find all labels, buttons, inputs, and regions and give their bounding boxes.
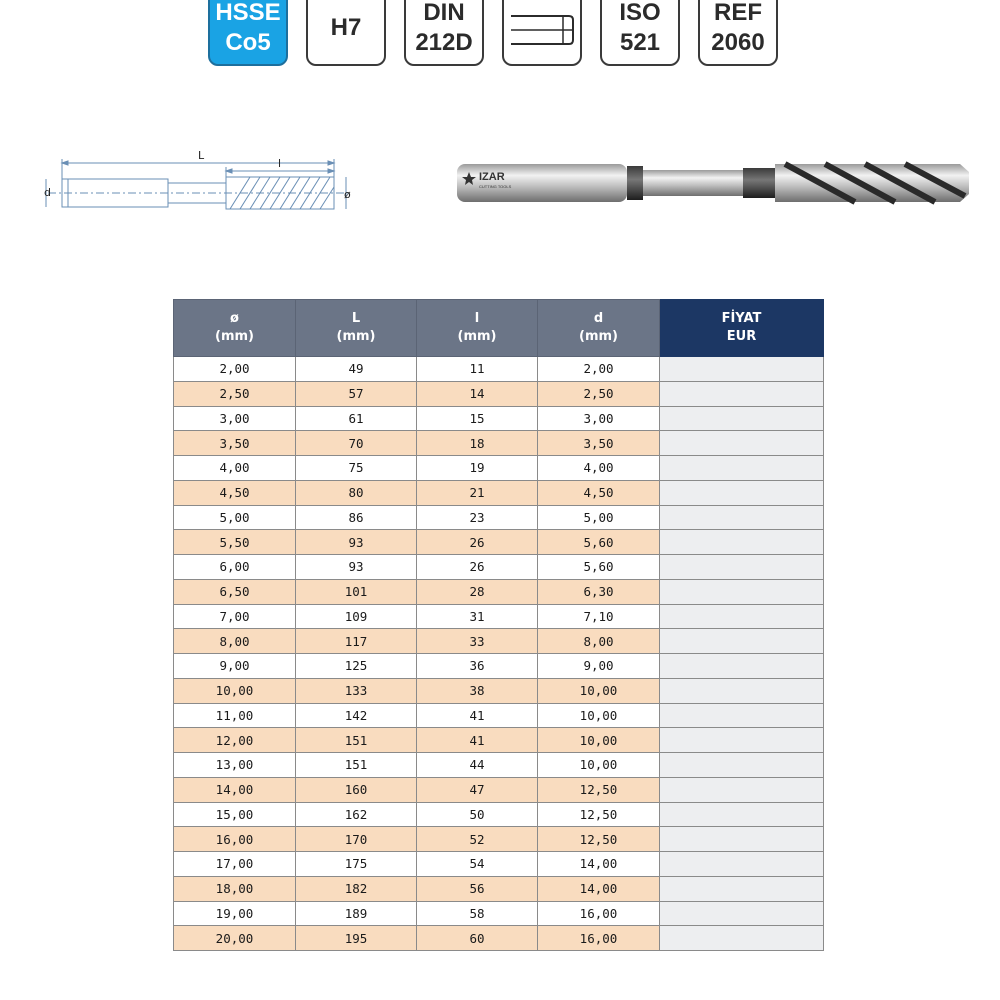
dim-L-label: L bbox=[198, 149, 205, 162]
table-row bbox=[174, 381, 824, 406]
cell-price bbox=[660, 926, 824, 951]
cell-price bbox=[660, 728, 824, 753]
cell-shank-diameter: 5,60 bbox=[538, 555, 660, 580]
cell-diameter: 7,00 bbox=[174, 604, 296, 629]
table-row bbox=[174, 876, 824, 901]
cell-diameter: 8,00 bbox=[174, 629, 296, 654]
cell-price bbox=[660, 357, 824, 382]
badge-line: DIN bbox=[423, 0, 465, 26]
cell-flute-length: 44 bbox=[417, 753, 538, 778]
cell-price bbox=[660, 629, 824, 654]
cell-shank-diameter: 6,30 bbox=[538, 579, 660, 604]
cell-diameter: 13,00 bbox=[174, 753, 296, 778]
badge-line: HSSE bbox=[215, 0, 281, 26]
table-row bbox=[174, 703, 824, 728]
cell-diameter: 6,50 bbox=[174, 579, 296, 604]
cell-price bbox=[660, 876, 824, 901]
cell-flute-length: 41 bbox=[417, 728, 538, 753]
header-bottom: EUR bbox=[726, 329, 757, 344]
cell-shank-diameter: 5,00 bbox=[538, 505, 660, 530]
cell-flute-length: 50 bbox=[417, 802, 538, 827]
cell-diameter: 19,00 bbox=[174, 901, 296, 926]
table-row bbox=[174, 678, 824, 703]
badge-line: Co5 bbox=[225, 29, 271, 56]
cell-price bbox=[660, 456, 824, 481]
cell-flute-length: 15 bbox=[417, 406, 538, 431]
header-top: FİYAT bbox=[721, 311, 762, 326]
cell-flute-length: 31 bbox=[417, 604, 538, 629]
cell-length: 189 bbox=[296, 901, 417, 926]
cell-length: 109 bbox=[296, 604, 417, 629]
table-row bbox=[174, 357, 824, 382]
dim-l-label: l bbox=[278, 157, 282, 170]
dim-d-label: d bbox=[44, 186, 51, 199]
cell-flute-length: 58 bbox=[417, 901, 538, 926]
table-row bbox=[174, 456, 824, 481]
header-length bbox=[296, 300, 417, 357]
cell-diameter: 14,00 bbox=[174, 777, 296, 802]
header-top: l bbox=[474, 311, 480, 326]
cell-shank-diameter: 5,60 bbox=[538, 530, 660, 555]
cell-flute-length: 21 bbox=[417, 480, 538, 505]
cell-diameter: 9,00 bbox=[174, 654, 296, 679]
cell-price bbox=[660, 852, 824, 877]
table-row bbox=[174, 728, 824, 753]
cell-price bbox=[660, 530, 824, 555]
cell-flute-length: 28 bbox=[417, 579, 538, 604]
cell-shank-diameter: 16,00 bbox=[538, 901, 660, 926]
header-top: L bbox=[351, 311, 361, 326]
cell-price bbox=[660, 431, 824, 456]
cell-diameter: 4,00 bbox=[174, 456, 296, 481]
badge-line: 2060 bbox=[711, 29, 765, 56]
cell-length: 75 bbox=[296, 456, 417, 481]
cell-shank-diameter: 10,00 bbox=[538, 728, 660, 753]
cell-flute-length: 18 bbox=[417, 431, 538, 456]
shank-badge bbox=[502, 0, 582, 66]
header-bottom: (mm) bbox=[336, 329, 376, 344]
header-price bbox=[660, 300, 824, 357]
dim-o-label: ø bbox=[344, 188, 351, 201]
cell-flute-length: 41 bbox=[417, 703, 538, 728]
table-row bbox=[174, 827, 824, 852]
cell-price bbox=[660, 827, 824, 852]
cylindrical-shank-icon bbox=[509, 8, 575, 48]
cell-length: 80 bbox=[296, 480, 417, 505]
badge-line: H7 bbox=[330, 14, 362, 41]
cell-flute-length: 54 bbox=[417, 852, 538, 877]
cell-length: 61 bbox=[296, 406, 417, 431]
cell-shank-diameter: 4,00 bbox=[538, 456, 660, 481]
cell-length: 151 bbox=[296, 753, 417, 778]
cell-shank-diameter: 12,50 bbox=[538, 827, 660, 852]
cell-flute-length: 26 bbox=[417, 530, 538, 555]
cell-shank-diameter: 16,00 bbox=[538, 926, 660, 951]
cell-flute-length: 60 bbox=[417, 926, 538, 951]
iso-badge bbox=[600, 0, 680, 66]
cell-shank-diameter: 10,00 bbox=[538, 753, 660, 778]
table-row bbox=[174, 505, 824, 530]
cell-diameter: 5,00 bbox=[174, 505, 296, 530]
header-top: ø bbox=[230, 311, 239, 326]
cell-flute-length: 14 bbox=[417, 381, 538, 406]
cell-shank-diameter: 14,00 bbox=[538, 876, 660, 901]
table-row bbox=[174, 431, 824, 456]
header-bottom: (mm) bbox=[215, 329, 254, 344]
cell-diameter: 10,00 bbox=[174, 678, 296, 703]
cell-shank-diameter: 14,00 bbox=[538, 852, 660, 877]
table-row bbox=[174, 406, 824, 431]
cell-price bbox=[660, 381, 824, 406]
reamer-spec-table bbox=[173, 299, 824, 951]
cell-diameter: 3,00 bbox=[174, 406, 296, 431]
table-row bbox=[174, 901, 824, 926]
badge-line: REF bbox=[714, 0, 762, 26]
cell-length: 170 bbox=[296, 827, 417, 852]
cell-diameter: 20,00 bbox=[174, 926, 296, 951]
cell-diameter: 5,50 bbox=[174, 530, 296, 555]
header-diameter bbox=[174, 300, 296, 357]
material-badge bbox=[208, 0, 288, 66]
cell-shank-diameter: 2,00 bbox=[538, 357, 660, 382]
cell-length: 125 bbox=[296, 654, 417, 679]
cell-length: 162 bbox=[296, 802, 417, 827]
table-body bbox=[174, 357, 824, 951]
cell-diameter: 16,00 bbox=[174, 827, 296, 852]
cell-price bbox=[660, 901, 824, 926]
badge-line: 212D bbox=[415, 29, 473, 56]
cell-flute-length: 19 bbox=[417, 456, 538, 481]
cell-diameter: 18,00 bbox=[174, 876, 296, 901]
cell-shank-diameter: 12,50 bbox=[538, 802, 660, 827]
badge-line: 521 bbox=[619, 29, 661, 56]
cell-diameter: 2,50 bbox=[174, 381, 296, 406]
cell-length: 182 bbox=[296, 876, 417, 901]
cell-price bbox=[660, 555, 824, 580]
cell-price bbox=[660, 703, 824, 728]
cell-flute-length: 52 bbox=[417, 827, 538, 852]
table-row bbox=[174, 555, 824, 580]
table-row bbox=[174, 753, 824, 778]
cell-shank-diameter: 3,50 bbox=[538, 431, 660, 456]
cell-shank-diameter: 9,00 bbox=[538, 654, 660, 679]
cell-shank-diameter: 4,50 bbox=[538, 480, 660, 505]
cell-diameter: 6,00 bbox=[174, 555, 296, 580]
table-row bbox=[174, 852, 824, 877]
cell-price bbox=[660, 753, 824, 778]
ref-badge bbox=[698, 0, 778, 66]
cell-flute-length: 11 bbox=[417, 357, 538, 382]
cell-length: 93 bbox=[296, 555, 417, 580]
cell-flute-length: 26 bbox=[417, 555, 538, 580]
cell-length: 117 bbox=[296, 629, 417, 654]
cell-diameter: 17,00 bbox=[174, 852, 296, 877]
table-row bbox=[174, 629, 824, 654]
cell-price bbox=[660, 406, 824, 431]
table-row bbox=[174, 530, 824, 555]
cell-length: 195 bbox=[296, 926, 417, 951]
reamer-product-photo bbox=[455, 150, 975, 210]
cell-length: 49 bbox=[296, 357, 417, 382]
cell-shank-diameter: 8,00 bbox=[538, 629, 660, 654]
cell-price bbox=[660, 579, 824, 604]
cell-flute-length: 47 bbox=[417, 777, 538, 802]
table-row bbox=[174, 654, 824, 679]
cell-diameter: 3,50 bbox=[174, 431, 296, 456]
table-row bbox=[174, 604, 824, 629]
cell-diameter: 12,00 bbox=[174, 728, 296, 753]
header-top: d bbox=[593, 311, 604, 326]
cell-diameter: 11,00 bbox=[174, 703, 296, 728]
cell-flute-length: 33 bbox=[417, 629, 538, 654]
photo-brand: IZAR bbox=[479, 171, 505, 183]
table-row bbox=[174, 802, 824, 827]
cell-price bbox=[660, 777, 824, 802]
cell-length: 151 bbox=[296, 728, 417, 753]
cell-length: 93 bbox=[296, 530, 417, 555]
table-row bbox=[174, 777, 824, 802]
cell-price bbox=[660, 678, 824, 703]
table-header-row bbox=[174, 300, 824, 357]
cell-length: 142 bbox=[296, 703, 417, 728]
cell-length: 57 bbox=[296, 381, 417, 406]
cell-length: 160 bbox=[296, 777, 417, 802]
cell-length: 175 bbox=[296, 852, 417, 877]
header-bottom: (mm) bbox=[579, 329, 618, 344]
cell-flute-length: 36 bbox=[417, 654, 538, 679]
header-shank-diameter bbox=[538, 300, 660, 357]
cell-price bbox=[660, 654, 824, 679]
cell-flute-length: 56 bbox=[417, 876, 538, 901]
cell-price bbox=[660, 604, 824, 629]
cell-price bbox=[660, 802, 824, 827]
cell-shank-diameter: 10,00 bbox=[538, 678, 660, 703]
cell-shank-diameter: 3,00 bbox=[538, 406, 660, 431]
table-row bbox=[174, 926, 824, 951]
table-row bbox=[174, 480, 824, 505]
cell-flute-length: 38 bbox=[417, 678, 538, 703]
cell-diameter: 2,00 bbox=[174, 357, 296, 382]
tolerance-badge bbox=[306, 0, 386, 66]
cell-length: 101 bbox=[296, 579, 417, 604]
header-bottom: (mm) bbox=[457, 329, 497, 344]
cell-shank-diameter: 12,50 bbox=[538, 777, 660, 802]
din-badge bbox=[404, 0, 484, 66]
reamer-technical-drawing bbox=[40, 145, 360, 225]
cell-shank-diameter: 7,10 bbox=[538, 604, 660, 629]
cell-shank-diameter: 10,00 bbox=[538, 703, 660, 728]
table-row bbox=[174, 579, 824, 604]
photo-brand-sub: CUTTING TOOLS bbox=[479, 184, 512, 189]
cell-price bbox=[660, 480, 824, 505]
cell-diameter: 15,00 bbox=[174, 802, 296, 827]
cell-flute-length: 23 bbox=[417, 505, 538, 530]
cell-price bbox=[660, 505, 824, 530]
cell-length: 133 bbox=[296, 678, 417, 703]
cell-length: 70 bbox=[296, 431, 417, 456]
cell-length: 86 bbox=[296, 505, 417, 530]
badge-line: ISO bbox=[619, 0, 661, 26]
cell-diameter: 4,50 bbox=[174, 480, 296, 505]
cell-shank-diameter: 2,50 bbox=[538, 381, 660, 406]
header-flute-length bbox=[417, 300, 538, 357]
